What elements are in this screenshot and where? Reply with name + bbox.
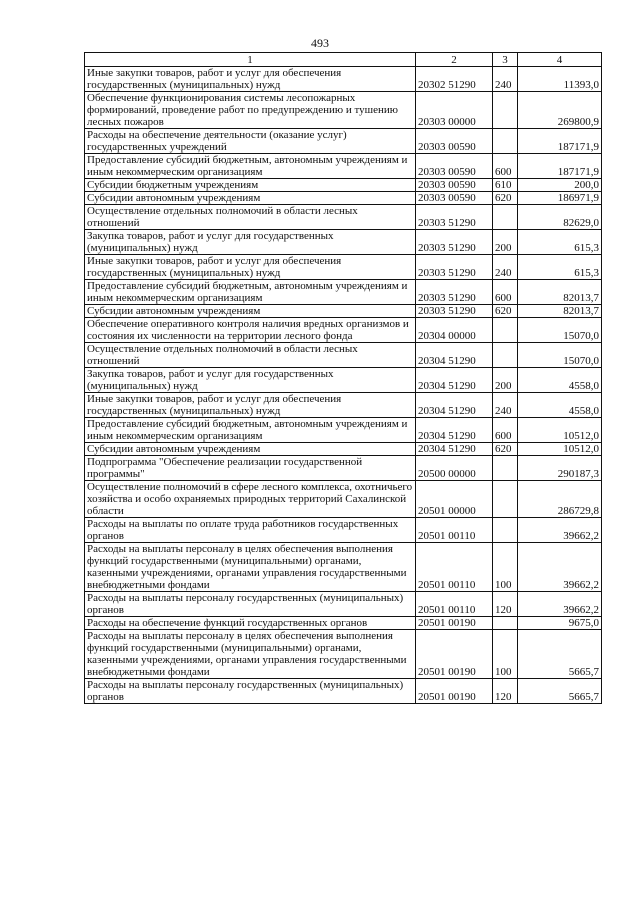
table-row — [85, 393, 602, 418]
row-name-cell: Обеспечение оперативного контроля наличия вредных организмов и состояния их численности на территории лесного фонда — [85, 318, 416, 343]
row-name-cell: Предоставление субсидий бюджетным, автономным учреждениям и иным некоммерческим организациям — [85, 154, 416, 179]
row-vr-cell: 620 — [493, 305, 518, 318]
row-amount-cell: 5665,7 — [518, 630, 602, 679]
row-vr-cell — [493, 456, 518, 481]
row-name-cell: Иные закупки товаров, работ и услуг для обеспечения государственных (муниципальных) нужд — [85, 393, 416, 418]
page-number: 493 — [311, 36, 329, 50]
row-code-cell: 20501 00190 — [416, 630, 493, 679]
row-code-cell: 20303 51290 — [416, 305, 493, 318]
row-code-cell: 20501 00190 — [416, 679, 493, 704]
row-vr-cell — [493, 92, 518, 129]
row-code-cell: 20303 00590 — [416, 129, 493, 154]
table-row — [85, 343, 602, 368]
row-name-cell: Расходы на обеспечение функций государственных органов — [85, 617, 416, 630]
row-name-cell: Расходы на выплаты по оплате труда работников государственных органов — [85, 518, 416, 543]
row-amount-cell: 200,0 — [518, 179, 602, 192]
row-amount-cell: 615,3 — [518, 230, 602, 255]
row-code-cell: 20501 00110 — [416, 518, 493, 543]
row-amount-cell: 10512,0 — [518, 443, 602, 456]
row-vr-cell: 240 — [493, 393, 518, 418]
header-row — [85, 53, 602, 67]
row-code-cell: 20501 00110 — [416, 592, 493, 617]
row-vr-cell: 620 — [493, 192, 518, 205]
row-code-cell: 20501 00190 — [416, 617, 493, 630]
row-code-cell: 20303 00000 — [416, 92, 493, 129]
row-amount-cell: 187171,9 — [518, 129, 602, 154]
table-row — [85, 92, 602, 129]
table-row — [85, 205, 602, 230]
row-amount-cell: 4558,0 — [518, 393, 602, 418]
table-row — [85, 418, 602, 443]
row-code-cell: 20304 00000 — [416, 318, 493, 343]
row-amount-cell: 82013,7 — [518, 305, 602, 318]
table-row — [85, 679, 602, 704]
row-amount-cell: 286729,8 — [518, 481, 602, 518]
row-name-cell: Предоставление субсидий бюджетным, автономным учреждениям и иным некоммерческим организациям — [85, 280, 416, 305]
row-amount-cell: 187171,9 — [518, 154, 602, 179]
row-amount-cell: 15070,0 — [518, 343, 602, 368]
table-row — [85, 481, 602, 518]
table-row — [85, 129, 602, 154]
row-amount-cell: 4558,0 — [518, 368, 602, 393]
row-code-cell: 20501 00110 — [416, 543, 493, 592]
table-row — [85, 617, 602, 630]
row-code-cell: 20303 51290 — [416, 230, 493, 255]
row-code-cell: 20500 00000 — [416, 456, 493, 481]
row-amount-cell: 39662,2 — [518, 543, 602, 592]
row-vr-cell: 620 — [493, 443, 518, 456]
row-vr-cell: 600 — [493, 154, 518, 179]
row-vr-cell — [493, 617, 518, 630]
row-code-cell: 20304 51290 — [416, 343, 493, 368]
row-name-cell: Расходы на выплаты персоналу в целях обеспечения выполнения функций государственными (муниципальными) органами, казенными учреждениями, органами управления государственными внебюджетными фондами — [85, 630, 416, 679]
row-vr-cell: 610 — [493, 179, 518, 192]
row-code-cell: 20303 51290 — [416, 255, 493, 280]
table-row — [85, 67, 602, 92]
row-amount-cell: 11393,0 — [518, 67, 602, 92]
row-vr-cell: 200 — [493, 368, 518, 393]
table-row — [85, 230, 602, 255]
header-col-2: 2 — [416, 53, 493, 67]
row-code-cell: 20304 51290 — [416, 368, 493, 393]
row-name-cell: Осуществление отдельных полномочий в области лесных отношений — [85, 205, 416, 230]
row-name-cell: Субсидии автономным учреждениям — [85, 305, 416, 318]
row-name-cell: Иные закупки товаров, работ и услуг для обеспечения государственных (муниципальных) нужд — [85, 255, 416, 280]
row-amount-cell: 39662,2 — [518, 518, 602, 543]
row-code-cell: 20303 51290 — [416, 205, 493, 230]
table-row — [85, 280, 602, 305]
table-row — [85, 179, 602, 192]
row-name-cell: Субсидии автономным учреждениям — [85, 192, 416, 205]
table-row — [85, 518, 602, 543]
row-vr-cell: 100 — [493, 543, 518, 592]
header-col-3: 3 — [493, 53, 518, 67]
row-code-cell: 20302 51290 — [416, 67, 493, 92]
row-name-cell: Закупка товаров, работ и услуг для государственных (муниципальных) нужд — [85, 368, 416, 393]
table-body — [85, 67, 602, 704]
row-amount-cell: 9675,0 — [518, 617, 602, 630]
row-vr-cell: 600 — [493, 418, 518, 443]
row-code-cell: 20303 00590 — [416, 154, 493, 179]
row-vr-cell — [493, 481, 518, 518]
row-vr-cell: 100 — [493, 630, 518, 679]
row-amount-cell: 39662,2 — [518, 592, 602, 617]
row-name-cell: Расходы на обеспечение деятельности (оказание услуг) государственных учреждений — [85, 129, 416, 154]
row-name-cell: Расходы на выплаты персоналу государственных (муниципальных) органов — [85, 592, 416, 617]
table-row — [85, 630, 602, 679]
row-name-cell: Осуществление отдельных полномочий в области лесных отношений — [85, 343, 416, 368]
budget-table — [84, 52, 602, 704]
table-row — [85, 543, 602, 592]
row-amount-cell: 269800,9 — [518, 92, 602, 129]
row-vr-cell — [493, 205, 518, 230]
row-vr-cell: 200 — [493, 230, 518, 255]
row-vr-cell — [493, 343, 518, 368]
row-code-cell: 20304 51290 — [416, 393, 493, 418]
row-code-cell: 20304 51290 — [416, 418, 493, 443]
row-vr-cell: 240 — [493, 255, 518, 280]
row-amount-cell: 15070,0 — [518, 318, 602, 343]
row-amount-cell: 10512,0 — [518, 418, 602, 443]
row-name-cell: Расходы на выплаты персоналу государственных (муниципальных) органов — [85, 679, 416, 704]
row-amount-cell: 186971,9 — [518, 192, 602, 205]
table-row — [85, 368, 602, 393]
row-name-cell: Осуществление полномочий в сфере лесного комплекса, охотничьего хозяйства и особо охраняемых природных территорий Сахалинской области — [85, 481, 416, 518]
row-name-cell: Подпрограмма "Обеспечение реализации государственной программы" — [85, 456, 416, 481]
row-vr-cell — [493, 518, 518, 543]
row-name-cell: Расходы на выплаты персоналу в целях обеспечения выполнения функций государственными (муниципальными) органами, казенными учреждениями, органами управления государственными внебюджетными фондами — [85, 543, 416, 592]
table-row — [85, 456, 602, 481]
row-name-cell: Субсидии автономным учреждениям — [85, 443, 416, 456]
row-name-cell: Иные закупки товаров, работ и услуг для обеспечения государственных (муниципальных) нужд — [85, 67, 416, 92]
row-code-cell: 20501 00000 — [416, 481, 493, 518]
row-vr-cell: 120 — [493, 679, 518, 704]
row-amount-cell: 290187,3 — [518, 456, 602, 481]
row-name-cell: Обеспечение функционирования системы лесопожарных формирований, проведение работ по предупреждению и тушению лесных пожаров — [85, 92, 416, 129]
row-amount-cell: 82013,7 — [518, 280, 602, 305]
row-code-cell: 20304 51290 — [416, 443, 493, 456]
row-amount-cell: 5665,7 — [518, 679, 602, 704]
row-vr-cell: 600 — [493, 280, 518, 305]
row-amount-cell: 615,3 — [518, 255, 602, 280]
row-vr-cell — [493, 318, 518, 343]
table-row — [85, 154, 602, 179]
table-row — [85, 305, 602, 318]
table-row — [85, 192, 602, 205]
table-row — [85, 592, 602, 617]
header-col-4: 4 — [518, 53, 602, 67]
row-name-cell: Закупка товаров, работ и услуг для государственных (муниципальных) нужд — [85, 230, 416, 255]
row-amount-cell: 82629,0 — [518, 205, 602, 230]
row-vr-cell: 240 — [493, 67, 518, 92]
row-code-cell: 20303 00590 — [416, 179, 493, 192]
row-name-cell: Субсидии бюджетным учреждениям — [85, 179, 416, 192]
row-code-cell: 20303 51290 — [416, 280, 493, 305]
table-row — [85, 255, 602, 280]
header-col-1: 1 — [85, 53, 416, 67]
row-vr-cell — [493, 129, 518, 154]
table-row — [85, 318, 602, 343]
row-name-cell: Предоставление субсидий бюджетным, автономным учреждениям и иным некоммерческим организациям — [85, 418, 416, 443]
row-vr-cell: 120 — [493, 592, 518, 617]
table-row — [85, 443, 602, 456]
row-code-cell: 20303 00590 — [416, 192, 493, 205]
